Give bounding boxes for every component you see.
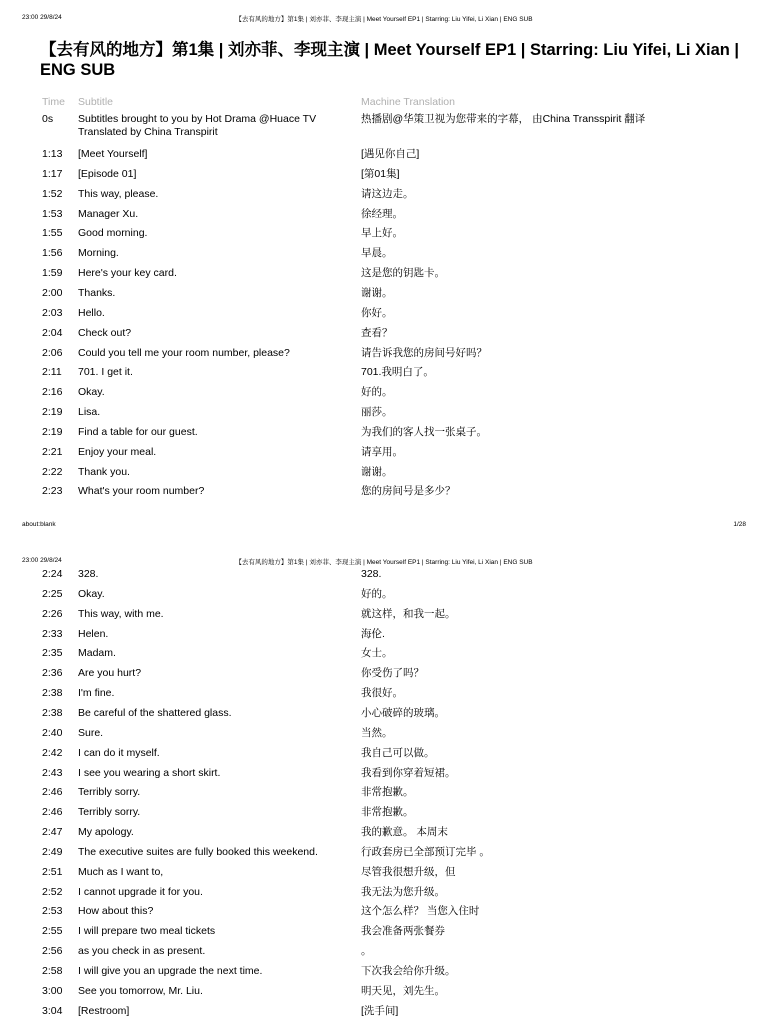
translation-cell: 女士。 <box>361 647 393 660</box>
subtitle-cell: Thanks. <box>78 286 116 299</box>
print-datetime: 23:00 29/8/24 <box>22 557 62 564</box>
translation-cell: 你好。 <box>361 306 393 319</box>
translation-cell: 好的。 <box>361 386 393 399</box>
print-footer <box>0 521 768 533</box>
subtitle-cell: Morning. <box>78 247 119 260</box>
time-cell: 2:35 <box>42 647 63 660</box>
translation-cell: 为我们的客人找一张桌子。 <box>361 425 487 438</box>
time-cell: 3:00 <box>42 984 63 997</box>
subtitle-cell: Find a table for our guest. <box>78 425 198 438</box>
subtitle-cell: I see you wearing a short skirt. <box>78 766 221 779</box>
time-cell: 2:46 <box>42 786 63 799</box>
subtitle-cell: Terribly sorry. <box>78 806 141 819</box>
time-cell: 2:51 <box>42 865 63 878</box>
time-cell: 2:46 <box>42 806 63 819</box>
time-cell: 2:56 <box>42 945 63 958</box>
subtitle-cell: Okay. <box>78 386 105 399</box>
subtitle-cell: Thank you. <box>78 465 130 478</box>
translation-cell: 谢谢。 <box>361 286 393 299</box>
time-cell: 2:06 <box>42 346 63 359</box>
subtitle-cell: Sure. <box>78 726 104 739</box>
subtitle-cell: See you tomorrow, Mr. Liu. <box>78 984 203 997</box>
print-doc-title: 【去有风的地方】第1集 | 刘亦菲、李现主演 | Meet Yourself EP1 | Starring: Liu Yifei, Li Xian | ENG SUB <box>235 559 533 566</box>
subtitle-cell: [Meet Yourself] <box>78 148 148 160</box>
column-header-translation: Machine Translation <box>361 96 455 108</box>
time-cell: 0s <box>42 113 54 125</box>
translation-cell: 这个怎么样？ 当您入住时 <box>361 905 480 918</box>
subtitle-cell: This way, please. <box>78 187 159 200</box>
time-cell: 2:47 <box>42 826 63 839</box>
subtitle-cell: Check out? <box>78 326 132 339</box>
translation-cell: 当然。 <box>361 726 393 739</box>
subtitle-cell: My apology. <box>78 826 134 839</box>
subtitle-cell: Much as I want to, <box>78 865 164 878</box>
subtitle-cell: I cannot upgrade it for you. <box>78 885 203 898</box>
print-doc-title: 【去有风的地方】第1集 | 刘亦菲、李现主演 | Meet Yourself EP1 | Starring: Liu Yifei, Li Xian | ENG SUB <box>235 16 533 23</box>
time-cell: 2:19 <box>42 425 63 438</box>
subtitle-cell: Enjoy your meal. <box>78 445 157 458</box>
subtitle-cell: Lisa. <box>78 406 101 419</box>
time-cell: 2:24 <box>42 568 63 580</box>
translation-cell: 查看？ <box>361 326 393 339</box>
translation-cell: 我无法为您升级。 <box>361 885 445 898</box>
subtitle-cell: [Restroom] <box>78 1004 130 1017</box>
print-datetime: 23:00 29/8/24 <box>22 14 62 21</box>
time-cell: 2:36 <box>42 667 63 680</box>
time-cell: 2:11 <box>42 366 62 379</box>
time-cell: 1:13 <box>42 148 63 160</box>
translation-cell: 701.我明白了。 <box>361 366 434 379</box>
subtitle-cell: Could you tell me your room number, please? <box>78 346 290 359</box>
translation-cell: [第01集] <box>361 167 400 180</box>
time-cell: 2:26 <box>42 607 63 620</box>
translation-cell: 海伦. <box>361 627 385 640</box>
translation-cell: 我的歉意。 本周末 <box>361 826 448 839</box>
time-cell: 2:52 <box>42 885 63 898</box>
time-cell: 2:42 <box>42 746 63 759</box>
subtitle-cell: Here's your key card. <box>78 267 177 280</box>
time-cell: 3:04 <box>42 1004 63 1017</box>
subtitle-cell: as you check in as present. <box>78 945 206 958</box>
time-cell: 1:59 <box>42 267 63 280</box>
translation-cell: 请这边走。 <box>361 187 414 200</box>
time-cell: 1:17 <box>42 167 63 180</box>
time-cell: 2:22 <box>42 465 63 478</box>
time-cell: 2:58 <box>42 965 63 977</box>
translation-cell: 您的房间号是多少？ <box>361 485 456 498</box>
translation-cell: 谢谢。 <box>361 465 393 478</box>
time-cell: 2:21 <box>42 445 63 458</box>
translation-cell: 请告诉我您的房间号好吗？ <box>361 346 487 359</box>
subtitle-cell: 701. I get it. <box>78 366 133 379</box>
translation-cell: 。 <box>361 945 372 958</box>
translation-cell: 我看到你穿着短裙。 <box>361 766 456 779</box>
subtitle-cell: Okay. <box>78 587 105 600</box>
time-cell: 2:40 <box>42 726 63 739</box>
time-cell: 2:49 <box>42 845 63 858</box>
print-url: about:blank <box>22 521 56 528</box>
time-cell: 2:16 <box>42 386 63 399</box>
column-header-time: Time <box>42 96 65 108</box>
translation-cell: 就这样，和我一起。 <box>361 607 456 620</box>
print-header <box>0 14 768 28</box>
subtitle-cell: I can do it myself. <box>78 746 160 759</box>
column-header-subtitle: Subtitle <box>78 96 114 108</box>
translation-cell: 我自己可以做。 <box>361 746 435 759</box>
subtitle-cell: What's your room number? <box>78 485 205 498</box>
subtitle-cell: How about this? <box>78 905 154 918</box>
subtitle-cell: 328. <box>78 568 99 580</box>
subtitle-cell: The executive suites are fully booked this weekend. <box>78 845 318 858</box>
translation-cell: [洗手间] <box>361 1004 399 1017</box>
translation-cell: 尽管我很想升级，但 <box>361 865 456 878</box>
subtitle-cell: I will give you an upgrade the next time. <box>78 965 263 977</box>
time-cell: 2:19 <box>42 406 63 419</box>
time-cell: 1:55 <box>42 227 63 240</box>
translation-cell: [遇见你自己] <box>361 148 420 160</box>
time-cell: 1:52 <box>42 187 63 200</box>
time-cell: 2:53 <box>42 905 63 918</box>
subtitle-cell: I'm fine. <box>78 687 115 700</box>
translation-cell: 328. <box>361 568 382 580</box>
time-cell: 2:33 <box>42 627 63 640</box>
translation-cell: 早晨。 <box>361 247 393 260</box>
subtitle-cell: Manager Xu. <box>78 207 139 220</box>
print-page-number: 1/28 <box>733 521 746 528</box>
translation-cell: 下次我会给你升级。 <box>361 965 456 977</box>
subtitle-cell: Are you hurt? <box>78 667 142 680</box>
subtitle-cell: Subtitles brought to you by Hot Drama @Huace TV Translated by China Transpirit <box>78 113 317 138</box>
subtitle-cell: [Episode 01] <box>78 167 137 180</box>
subtitle-cell: Terribly sorry. <box>78 786 141 799</box>
translation-cell: 早上好。 <box>361 227 403 240</box>
time-cell: 1:56 <box>42 247 63 260</box>
time-cell: 2:23 <box>42 485 63 498</box>
page-title: 【去有风的地方】第1集 | 刘亦菲、李现主演 | Meet Yourself EP1 | Starring: Liu Yifei, Li Xian | ENG SUB <box>40 41 740 79</box>
translation-cell: 行政套房已全部预订完毕 。 <box>361 845 490 858</box>
translation-cell: 这是您的钥匙卡。 <box>361 267 445 280</box>
translation-cell: 好的。 <box>361 587 393 600</box>
time-cell: 2:00 <box>42 286 63 299</box>
time-cell: 2:03 <box>42 306 63 319</box>
translation-cell: 明天见，刘先生。 <box>361 984 445 997</box>
subtitle-cell: Good morning. <box>78 227 148 240</box>
time-cell: 2:38 <box>42 687 63 700</box>
subtitle-cell: Be careful of the shattered glass. <box>78 706 232 719</box>
translation-cell: 丽莎。 <box>361 406 393 419</box>
time-cell: 2:43 <box>42 766 63 779</box>
translation-cell: 你受伤了吗？ <box>361 667 424 680</box>
subtitle-cell: Madam. <box>78 647 116 660</box>
translation-cell: 我很好。 <box>361 687 403 700</box>
time-cell: 2:55 <box>42 925 63 938</box>
subtitle-cell: Hello. <box>78 306 105 319</box>
subtitle-cell: This way, with me. <box>78 607 164 620</box>
time-cell: 2:25 <box>42 587 63 600</box>
subtitle-cell: I will prepare two meal tickets <box>78 925 216 938</box>
translation-cell: 小心破碎的玻璃。 <box>361 706 445 719</box>
translation-cell: 非常抱歉。 <box>361 786 414 799</box>
time-cell: 2:04 <box>42 326 63 339</box>
translation-cell: 徐经理。 <box>361 207 403 220</box>
translation-cell: 我会准备两张餐券 <box>361 925 445 938</box>
time-cell: 2:38 <box>42 706 63 719</box>
subtitle-cell: Helen. <box>78 627 109 640</box>
translation-cell: 热播剧@华策卫视为您带来的字幕， 由China Transspirit 翻译 <box>361 113 646 125</box>
time-cell: 1:53 <box>42 207 63 220</box>
translation-cell: 非常抱歉。 <box>361 806 414 819</box>
translation-cell: 请享用。 <box>361 445 403 458</box>
